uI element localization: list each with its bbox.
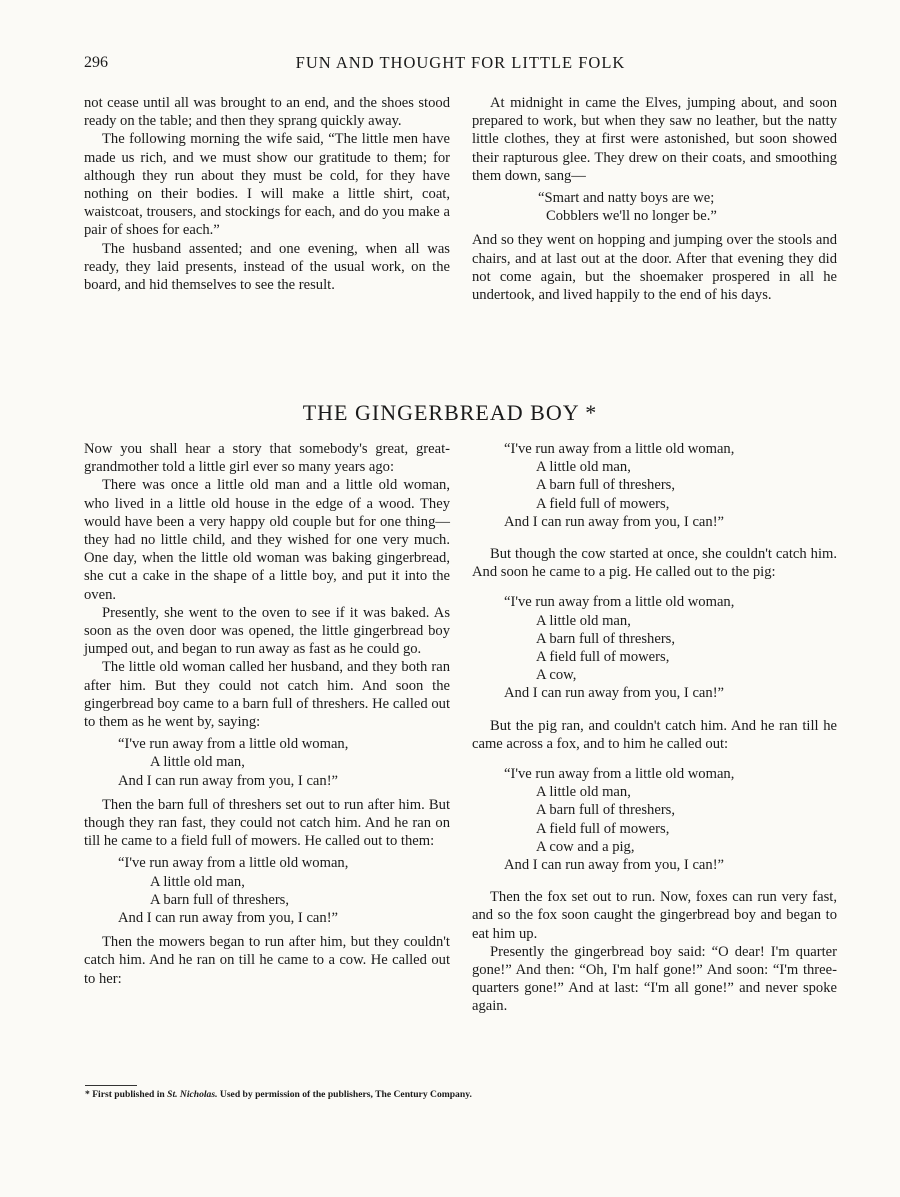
footnote-source: St. Nicholas. [167,1089,218,1100]
footnote-text: Used by permission of the publishers, The Century Company. [217,1089,472,1100]
verse-block [504,593,837,702]
verse-line: A little old man, [150,754,245,771]
verse-line: A little old man, [536,784,631,801]
top-right-column [472,94,837,304]
verse-line: “I've run away from a little old woman, [504,594,735,611]
verse-line: A barn full of threshers, [536,477,676,494]
verse-line: And I can run away from you, I can!” [504,513,725,530]
paragraph: Presently, she went to the oven to see if it was baked. As soon as the oven door was opened, the little gingerbread boy jumped out, and began to run away as fast as he could go. [84,604,450,658]
verse-block [118,854,450,927]
paragraph: The following morning the wife said, “The little men have made us rich, and we must show our gratitude to them; for although they run about they must be cold, for they have nothing on their bodies. I will make a little shirt, coat, waistcoat, trousers, and stockings for each, and do you make a pair of shoes for each.” [84,131,450,239]
verse-line: A field full of mowers, [536,495,670,512]
paragraph: The little old woman called her husband, and they both ran after him. But they could not catch him. And soon the gingerbread boy came to a barn full of threshers. He called out to them as he went by, saying: [84,659,450,731]
top-left-column [84,94,450,294]
page-number: 296 [84,54,108,71]
paragraph: There was once a little old man and a little old woman, who lived in a little old house in the edge of a wood. They would have been a very happy old couple but for one thing—they had no little child, and they wished for one very much. One day, when the little old woman was baking gingerbread, she cut a cake in the shape of a little boy, and put it into the oven. [84,477,450,603]
verse-line: “I've run away from a little old woman, [118,736,349,753]
verse-line: A little old man, [150,873,245,890]
paragraph: Now you shall hear a story that somebody's great, great-grandmother told a little girl ever so many years ago: [84,441,450,476]
story-left-column [84,440,450,988]
verse-block [504,440,837,531]
verse-line: A barn full of threshers, [536,802,676,819]
running-title: FUN AND THOUGHT FOR LITTLE FOLK [295,53,626,72]
verse-block [504,765,837,874]
paragraph: But the pig ran, and couldn't catch him. And he ran till he came across a fox, and to him he called out: [472,717,837,752]
verse-line: “I've run away from a little old woman, [504,441,735,457]
footnote [85,1089,845,1101]
verse-line: A little old man, [536,612,631,629]
verse-block [118,735,450,790]
paragraph: Then the mowers began to run after him, but they couldn't catch him. And he ran on till he came to a cow. He called out to her: [84,934,450,987]
story-title: THE GINGERBREAD BOY * [302,400,598,425]
story-right-column [472,440,837,1016]
verse-line: Cobblers we'll no longer be.” [546,208,717,225]
verse-line: A cow, [536,667,577,684]
verse-line: And I can run away from you, I can!” [504,685,725,702]
verse-line: A field full of mowers, [536,820,670,837]
verse-line: And I can run away from you, I can!” [118,772,339,789]
verse-line: A barn full of threshers, [150,891,290,908]
paragraph: But though the cow started at once, she couldn't catch him. And soon he came to a pig. He called out to the pig: [472,546,837,581]
elves-song [538,189,837,225]
footnote-text: * First published in [85,1089,168,1100]
paragraph: not cease until all was brought to an end, and the shoes stood ready on the table; and then they sprang quickly away. [84,95,450,130]
verse-line: “I've run away from a little old woman, [504,766,735,783]
verse-line: “I've run away from a little old woman, [118,855,349,872]
verse-line: “Smart and natty boys are we; [538,190,715,207]
footnote-rule [85,1085,137,1086]
paragraph: Then the fox set out to run. Now, foxes can run very fast, and so the fox soon caught the gingerbread boy and began to eat him up. [472,889,837,942]
paragraph: Then the barn full of threshers set out to run after him. But though they ran fast, they could not catch him. And he ran on till he came to a field full of mowers. He called out to them: [84,796,450,850]
page-header [84,54,837,76]
paragraph: Presently the gingerbread boy said: “O dear! I'm quarter gone!” And then: “Oh, I'm half gone!” And soon: “I'm three-quarters gone!” And at last: “I'm all gone!” and never spoke again. [472,943,837,1015]
verse-line: A little old man, [536,459,631,476]
verse-line: And I can run away from you, I can!” [504,857,725,874]
verse-line: A cow and a pig, [536,838,635,855]
paragraph: And so they went on hopping and jumping over the stools and chairs, and at last out at the door. After that evening they did not come again, but the shoemaker prospered in all he undertook, and lived happily to the end of his days. [472,232,837,304]
verse-line: And I can run away from you, I can!” [118,910,339,927]
verse-line: A field full of mowers, [536,649,670,666]
paragraph: At midnight in came the Elves, jumping about, and soon prepared to work, but when they saw no leather, but the natty little clothes, they at first were astonished, but soon showed their rapturous glee. They drew on their coats, and smoothing them down, sang— [472,95,837,184]
verse-line: A barn full of threshers, [536,630,676,647]
paragraph: The husband assented; and one evening, when all was ready, they laid presents, instead of the usual work, on the board, and hid themselves to see the result. [84,240,450,294]
